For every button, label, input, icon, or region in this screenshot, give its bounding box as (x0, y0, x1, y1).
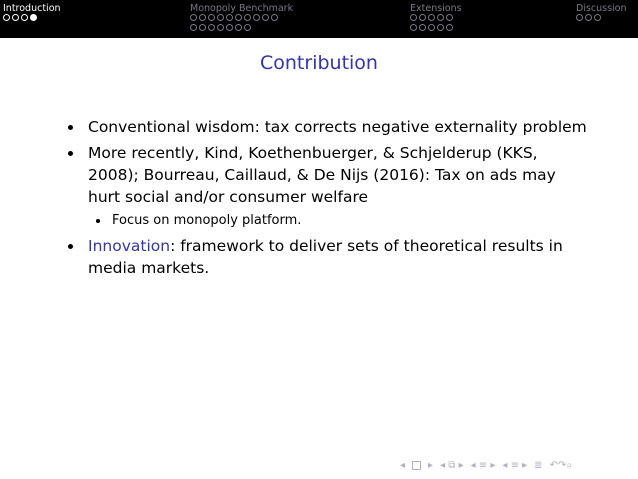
item-text: More recently, Kind, Koethenbuerger, & Schjelderup (KKS, 2008); Bourreau, Caillaud, & De Nijs (2016): Tax on ads may hurt social and/or consumer welfare (88, 144, 556, 206)
bullet-icon (96, 219, 100, 223)
slide-dot[interactable] (262, 14, 269, 21)
slide-dot[interactable] (21, 14, 28, 21)
slide-dot[interactable] (208, 14, 215, 21)
slide-dot[interactable] (585, 14, 592, 21)
slide-dot[interactable] (428, 24, 435, 31)
slide-dot[interactable] (226, 24, 233, 31)
section-introduction[interactable]: Introduction (3, 3, 61, 14)
bullet-icon (68, 151, 73, 156)
current-slide-dot[interactable] (30, 14, 37, 21)
nav-section-icon[interactable]: ◂ ⧉ ▸ (440, 460, 464, 471)
slide-dot[interactable] (3, 14, 10, 21)
list-item (68, 142, 588, 231)
slide-dot[interactable] (410, 14, 417, 21)
slide-dot[interactable] (419, 24, 426, 31)
nav-align-icon[interactable]: ≣ (534, 460, 543, 471)
slide-dot[interactable] (190, 14, 197, 21)
section-navigation-bar (0, 0, 638, 38)
monopoly-benchmark-slide-dots (190, 14, 278, 34)
slide-dot[interactable] (244, 14, 251, 21)
slide-dot[interactable] (12, 14, 19, 21)
bullet-icon (68, 244, 73, 249)
list-item (68, 235, 588, 279)
bullet-icon (68, 125, 73, 130)
slide-dot[interactable] (271, 14, 278, 21)
slide-dot[interactable] (208, 24, 215, 31)
section-monopoly-benchmark[interactable]: Monopoly Benchmark (190, 3, 294, 14)
slide-dot[interactable] (446, 14, 453, 21)
slide-dot[interactable] (594, 14, 601, 21)
frame-title: Contribution (260, 52, 378, 74)
nav-right-arrow-icon[interactable]: ▸ (428, 460, 434, 471)
slide-dot[interactable] (428, 14, 435, 21)
contribution-list (68, 116, 588, 283)
list-item (68, 116, 588, 138)
nav-subsubsection-icon[interactable]: ◂ ≡ ▸ (502, 460, 528, 471)
highlight-term: Innovation (88, 237, 171, 255)
sub-item-text: Focus on monopoly platform. (112, 213, 302, 228)
slide-dot[interactable] (437, 24, 444, 31)
discussion-slide-dots (576, 14, 601, 24)
slide-dot[interactable] (217, 14, 224, 21)
slide-dot[interactable] (410, 24, 417, 31)
slide-dot[interactable] (244, 24, 251, 31)
slide-dot[interactable] (446, 24, 453, 31)
introduction-slide-dots (3, 14, 37, 24)
nav-frame-icon[interactable] (412, 461, 421, 470)
section-extensions[interactable]: Extensions (410, 3, 462, 14)
sub-list-item (96, 211, 588, 231)
nav-subsection-icon[interactable]: ◂ ≡ ▸ (470, 460, 496, 471)
nav-search-icon[interactable]: ↶↷⌕ (549, 460, 572, 471)
extensions-slide-dots (410, 14, 453, 34)
item-text: : framework to deliver sets of theoretical results in media markets. (88, 237, 563, 277)
slide-dot[interactable] (226, 14, 233, 21)
beamer-navigation-symbols (400, 460, 572, 471)
slide-dot[interactable] (199, 24, 206, 31)
nav-left-arrow-icon[interactable]: ◂ (400, 460, 406, 471)
slide-dot[interactable] (437, 14, 444, 21)
slide-dot[interactable] (199, 14, 206, 21)
slide-dot[interactable] (235, 24, 242, 31)
slide-dot[interactable] (419, 14, 426, 21)
slide-dot[interactable] (235, 14, 242, 21)
slide-dot[interactable] (217, 24, 224, 31)
slide-dot[interactable] (190, 24, 197, 31)
section-discussion[interactable]: Discussion (576, 3, 627, 14)
item-text: Conventional wisdom: tax corrects negative externality problem (88, 118, 587, 136)
slide-dot[interactable] (253, 14, 260, 21)
slide-dot[interactable] (576, 14, 583, 21)
